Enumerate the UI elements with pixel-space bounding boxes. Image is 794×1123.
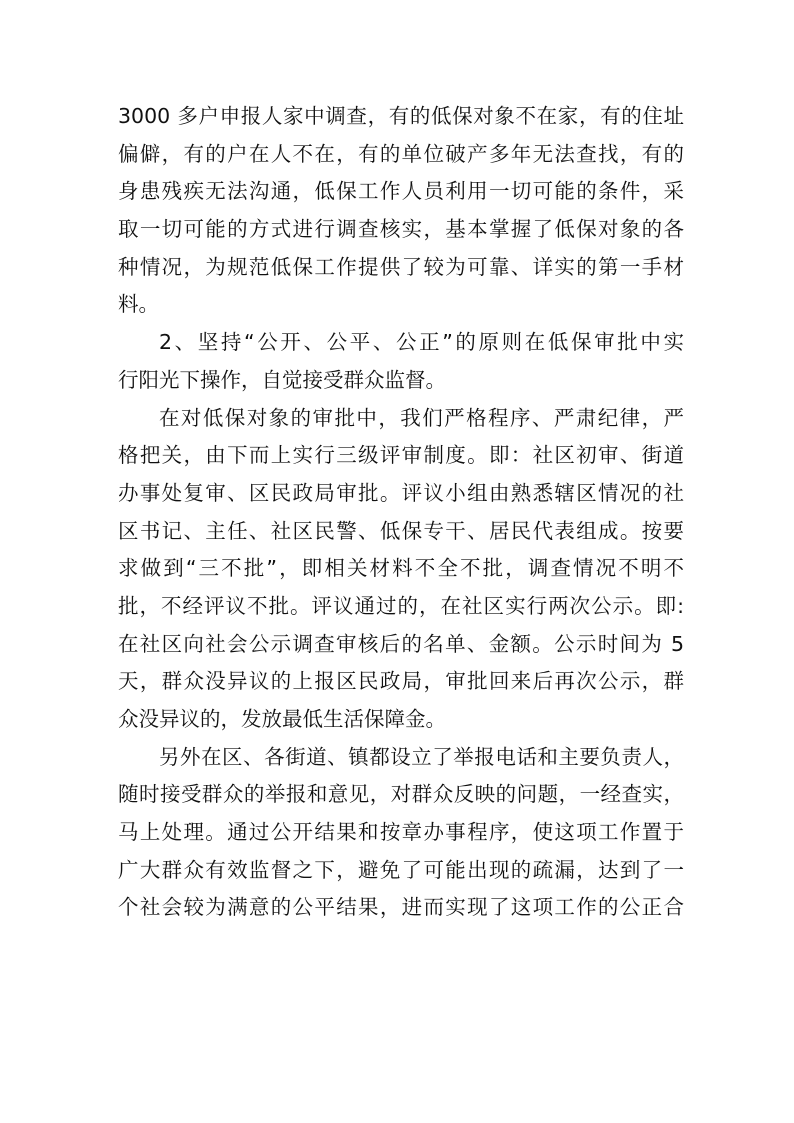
text-line: 个社会较为满意的公平结果，进而实现了这项工作的公正合: [118, 895, 684, 920]
text-line: 另外在区、各街道、镇都设立了举报电话和主要负责人，: [159, 744, 684, 769]
text-line: 天，群众没异议的上报区民政局，审批回来后再次公示，群: [118, 669, 684, 694]
text-line: 众没异议的，发放最低生活保障金。: [118, 707, 446, 731]
text-line: 料。: [118, 292, 159, 317]
text-line: 取一切可能的方式进行调查核实，基本掌握了低保对象的各: [118, 217, 684, 242]
text-line: 在对低保对象的审批中，我们严格程序、严肃纪律，严: [159, 405, 684, 430]
text-line: 区书记、主任、社区民警、低保专干、居民代表组成。按要: [118, 518, 684, 543]
text-line: 马上处理。通过公开结果和按章办事程序，使这项工作置于: [118, 820, 684, 845]
text-line: 格把关，由下而上实行三级评审制度。即：社区初审、街道: [118, 443, 684, 468]
text-line: 身患残疾无法沟通，低保工作人员利用一切可能的条件，采: [118, 179, 684, 204]
text-line: 偏僻，有的户在人不在，有的单位破产多年无法查找，有的: [118, 141, 684, 166]
text-line: 广大群众有效监督之下，避免了可能出现的疏漏，达到了一: [118, 857, 684, 882]
text-line: 批，不经评议不批。评议通过的，在社区实行两次公示。即:: [118, 593, 684, 618]
text-line: 3000 多户申报人家中调查，有的低保对象不在家，有的住址: [118, 104, 684, 128]
text-line: 行阳光下操作，自觉接受群众监督。: [118, 367, 446, 392]
text-line: 随时接受群众的举报和意见，对群众反映的问题，一经查实，: [118, 782, 684, 807]
text-line: 在社区向社会公示调查审核后的名单、金额。公示时间为 5: [118, 631, 684, 656]
text-line: 求做到“三不批”，即相关材料不全不批，调查情况不明不: [118, 556, 684, 581]
text-line: 办事处复审、区民政局审批。评议小组由熟悉辖区情况的社: [118, 480, 684, 505]
text-line: 2、坚持“公开、公平、公正”的原则在低保审批中实: [159, 330, 684, 355]
document-body: [118, 98, 684, 927]
text-line: 种情况，为规范低保工作提供了较为可靠、详实的第一手材: [118, 254, 684, 279]
